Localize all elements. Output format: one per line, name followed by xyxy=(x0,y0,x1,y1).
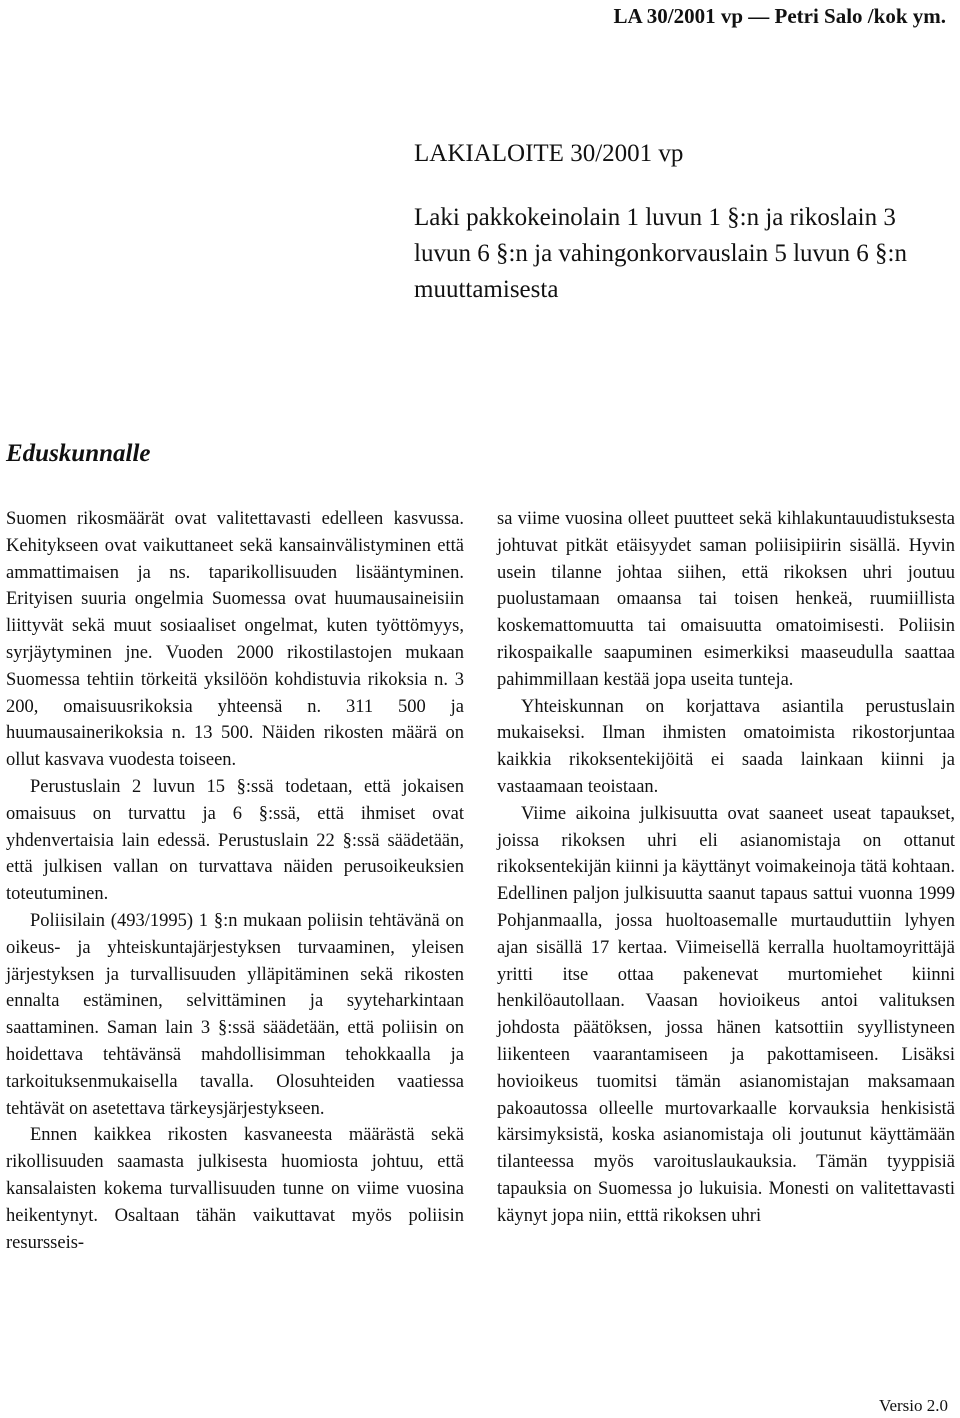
paragraph: Ennen kaikkea rikosten kasvaneesta määrästä sekä rikollisuuden saamasta julkisesta huomiosta johtuu, että kansalaisten kokema turvallisuuden tunne on viime vuosina heikentynyt. Osaltaan tähän vaikuttavat myös poliisin resursseis- xyxy=(6,1125,464,1253)
paragraph: Poliisilain (493/1995) 1 §:n mukaan poliisin tehtävänä on oikeus- ja yhteiskuntajärjestyksen turvaaminen, yleisen järjestyksen ja turvallisuuden ylläpitäminen sekä rikosten ennalta estäminen, selvittäminen ja syyteharkintaan saattaminen. Saman lain 3 §:ssä säädetään, että poliisin on hoidettava tehtävänsä mahdollisimman tehokkaalla ja tarkoituksenmukaisella tavalla. Olosuhteiden vaatiessa tehtävät on asetettava tärkeysjärjestykseen. xyxy=(6,910,464,1119)
paragraph: Viime aikoina julkisuutta ovat saaneet useat tapaukset, joissa rikoksen uhri eli asianomistaja on ottanut rikoksentekijän kiinni ja käyttänyt voimakeinoja tätä kohtaan. Edellinen paljon julkisuutta saanut tapaus sattui vuonna 1999 Pohjanmaalla, jossa huoltoasemalle murtauduttiin lyhyen ajan sisällä 17 kertaa. Viimeisellä kerralla huoltamoyrittäjä yritti itse ottaa pakenevat murtomiehet kiinni henkilöautollaan. Vaasan hovioikeus antoi valituksen johdosta päätöksen, jossa hänen katsottiin syyllistyneen liikenteen vaarantamiseen ja pakottamiseen. Lisäksi hovioikeus tuomitsi tämän asianomistajan maksamaan pakoautossa olleelle murtovarkaalle korvauksia henkisistä kärsimyksistä, koska asianomistaja oli joutunut käyttämään tilanteessa myös varoituslaukauksia. Tämän tyyppisiä tapauksia on Suomessa jo lukuisia. Monesti on valitettavasti käynyt jopa niin, etttä rikoksen uhri xyxy=(497,803,955,1226)
paragraph: Yhteiskunnan on korjattava asiantila perustuslain mukaiseksi. Ilman ihmisten omatoimista rikostorjuntaa kaikkia rikoksentekijöitä ei saada lainkaan kiinni ja vastaamaan teoistaan. xyxy=(497,696,955,797)
version-label: Versio 2.0 xyxy=(879,1396,948,1415)
document-title: Laki pakkokeinolain 1 luvun 1 §:n ja rikoslain 3 luvun 6 §:n ja vahingonkorvauslain 5 luvun 6 §:n muuttamisesta xyxy=(414,204,908,303)
right-column xyxy=(497,506,955,1230)
paragraph: Suomen rikosmäärät ovat valitettavasti edelleen kasvussa. Kehitykseen ovat vaikuttaneet sekä kansainvälistyminen että ammattimaisen ja ns. taparikollisuuden lisääntyminen. Erityisen suuria ongelmia Suomessa ovat huumausaineisiin liittyvät sekä muut sosiaaliset ongelmat, kuten työttömyys, syrjäytyminen jne. Vuoden 2000 rikostilastojen mukaan Suomessa tehtiin törkeitä yksilöön kohdistuvia rikoksia n. 3 200, omaisuusrikoksia yhteensä n. 311 500 ja huumausainerikoksia n. 13 500. Näiden rikosten määrä on ollut kasvava vuodesta toiseen. xyxy=(6,509,464,771)
document-id: LAKIALOITE 30/2001 vp xyxy=(414,140,684,167)
left-column xyxy=(6,506,464,1256)
addressee-heading: Eduskunnalle xyxy=(6,440,151,467)
paragraph: sa viime vuosina olleet puutteet sekä kihlakuntauudistuksesta johtuvat pitkät etäisyydet saman poliisipiirin sisällä. Hyvin usein tilanne johtaa siihen, että rikoksen uhri joutuu puolustamaan omaansa tai toisen henkeä, ruumiillista koskemattomuutta tai omaisuutta omatoimisesti. Poliisin rikospaikalle saapuminen esimerkiksi maaseudulla saattaa pahimmillaan kestää jopa useita tunteja. xyxy=(497,509,955,690)
header-reference: LA 30/2001 vp — Petri Salo /kok ym. xyxy=(613,4,946,28)
paragraph: Perustuslain 2 luvun 15 §:ssä todetaan, että jokaisen omaisuus on turvattu ja 6 §:ssä, että ihmiset ovat yhdenvertaisia lain edessä. Perustuslain 22 §:ssä säädetään, että julkisen vallan on turvattava näiden perusoikeuksien toteutuminen. xyxy=(6,776,464,905)
